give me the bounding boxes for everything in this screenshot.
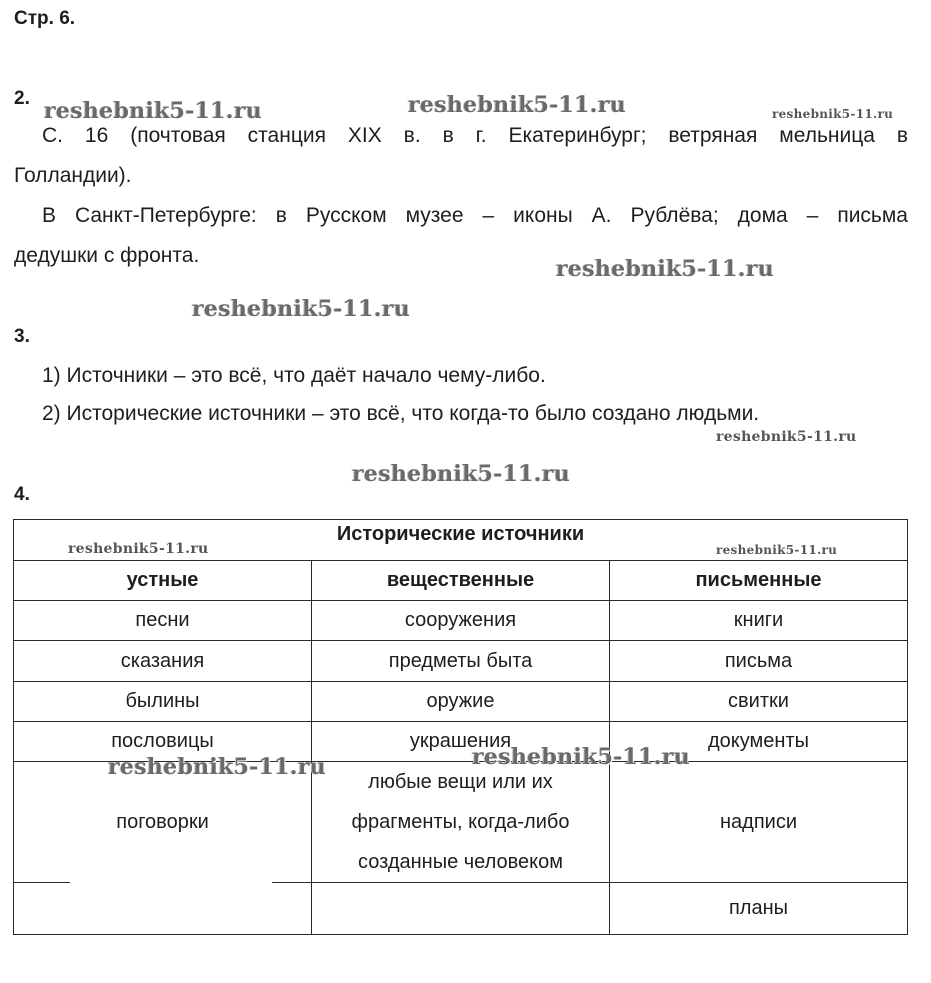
table-cell: письма: [610, 641, 908, 682]
section-3-item-1: 1) Источники – это всё, что даёт начало чему-либо.: [42, 364, 546, 387]
section-3-number: 3.: [14, 326, 30, 347]
table-cell: сказания: [14, 641, 312, 682]
header-material: вещественные: [312, 561, 610, 601]
table-header-row: [14, 561, 908, 601]
table-cell: былины: [14, 682, 312, 722]
watermark: reshebnik5-11.ru: [192, 296, 411, 322]
section-2-para2-line2: дедушки с фронта.: [14, 244, 200, 267]
watermark: reshebnik5-11.ru: [352, 461, 571, 487]
cell-line: созданные человеком: [357, 851, 564, 873]
section-2-para1-line2: Голландии).: [14, 164, 132, 187]
line-gap: [70, 879, 272, 885]
watermark: reshebnik5-11.ru: [716, 543, 838, 557]
table-row: [14, 601, 908, 641]
section-3-item-2: 2) Исторические источники – это всё, что когда-то было создано людьми.: [42, 402, 760, 425]
table-row: [14, 682, 908, 722]
section-2-para1-line1: С. 16 (почтовая станция XIX в. в г. Екатеринбург; ветряная мельница в: [42, 124, 908, 147]
table-cell: пословицы: [14, 722, 312, 762]
section-2-number: 2.: [14, 88, 30, 109]
page-label: Стр. 6.: [14, 8, 76, 29]
table-cell: надписи: [610, 762, 908, 883]
table-cell: оружие: [312, 682, 610, 722]
table-title: Исторические источники: [14, 520, 908, 561]
table-cell: песни: [14, 601, 312, 641]
watermark: reshebnik5-11.ru: [556, 256, 775, 282]
watermark: reshebnik5-11.ru: [772, 107, 894, 121]
cell-line: фрагменты, когда-либо: [351, 811, 570, 833]
cell-line: любые вещи или их: [368, 771, 553, 793]
table-row: [14, 641, 908, 682]
watermark: reshebnik5-11.ru: [44, 98, 263, 124]
watermark: reshebnik5-11.ru: [408, 92, 627, 118]
table-cell: книги: [610, 601, 908, 641]
header-written: письменные: [610, 561, 908, 601]
table-cell: украшения: [312, 722, 610, 762]
table-cell: документы: [610, 722, 908, 762]
watermark: reshebnik5-11.ru: [68, 541, 209, 557]
table-cell: поговорки: [14, 762, 312, 883]
table-cell: предметы быта: [312, 641, 610, 682]
table-cell: планы: [610, 883, 908, 935]
table-cell-multiline: [312, 762, 610, 883]
watermark: reshebnik5-11.ru: [716, 429, 857, 445]
table-cell: [312, 883, 610, 935]
historical-sources-table: [13, 519, 908, 935]
table-cell: свитки: [610, 682, 908, 722]
watermark: reshebnik5-11.ru: [472, 744, 691, 770]
table-row: [14, 883, 908, 935]
table-cell: сооружения: [312, 601, 610, 641]
section-2-para2-line1: В Санкт-Петербурге: в Русском музее – иконы А. Рублёва; дома – письма: [42, 204, 908, 227]
watermark: reshebnik5-11.ru: [108, 754, 327, 780]
table-cell: [14, 883, 312, 935]
header-oral: устные: [14, 561, 312, 601]
section-4-number: 4.: [14, 484, 30, 505]
